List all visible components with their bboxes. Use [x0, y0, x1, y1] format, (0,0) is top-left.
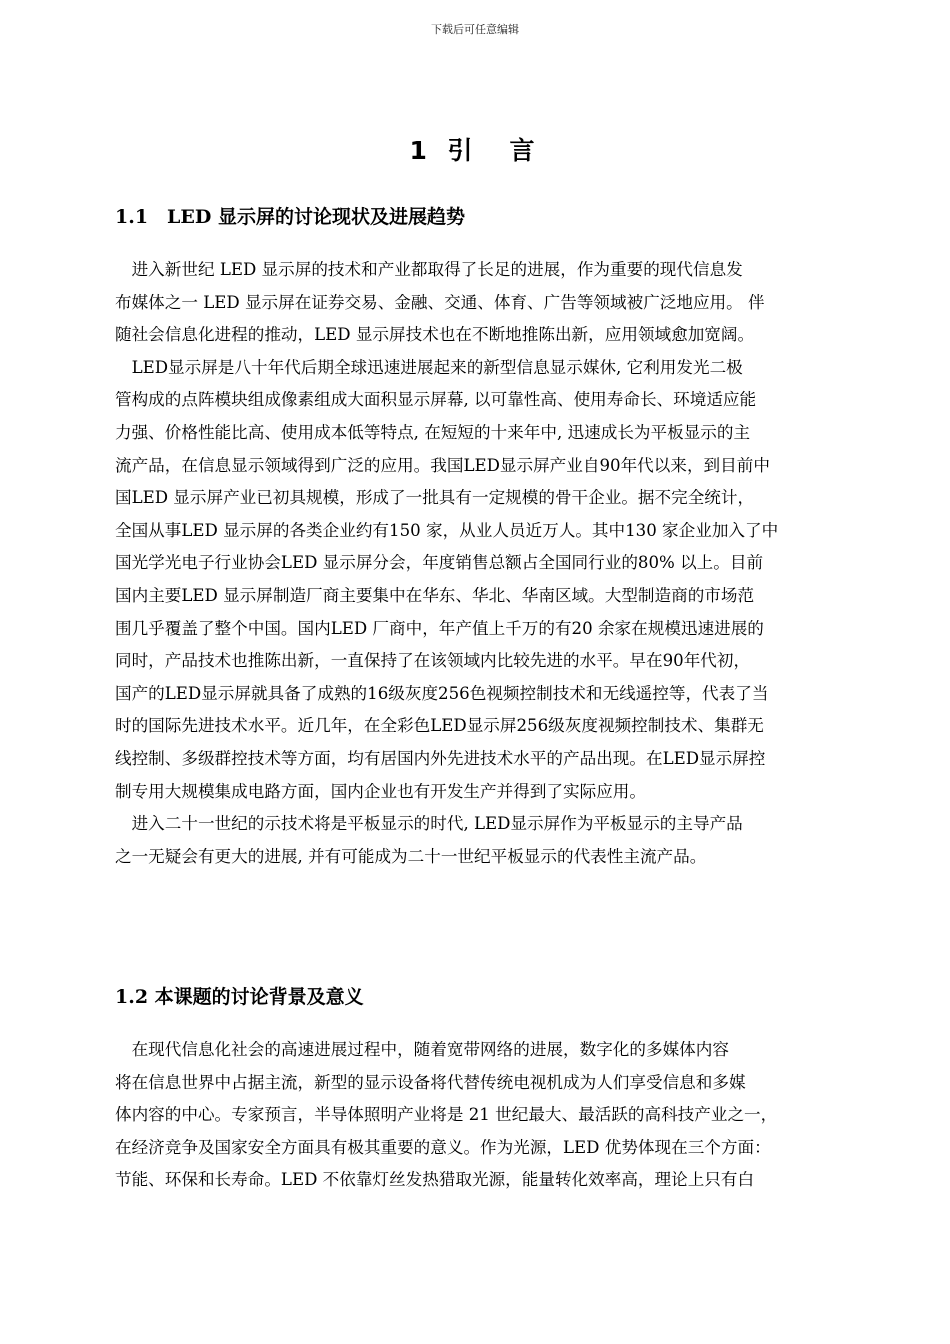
paragraph-line: 将在信息世界中占据主流，新型的显示设备将代替传统电视机成为人们享受信息和多媒: [115, 1072, 746, 1092]
paragraph-line: 进入新世纪 LED 显示屏的技术和产业都取得了长足的进展，作为重要的现代信息发: [115, 260, 743, 279]
section-1-2-heading: 1.2 本课题的讨论背景及意义: [115, 986, 364, 1008]
paragraph-line: 在经济竞争及国家安全方面具有极其重要的意义。作为光源，LED 优势体现在三个方面：: [115, 1137, 771, 1157]
paragraph-line: 国LED 显示屏产业已初具规模，形成了一批具有一定规模的骨干企业。据不完全统计，: [115, 488, 755, 508]
paragraph-line: 体内容的中心。专家预言，半导体照明产业将是 21 世纪最大、最活跃的高科技产业之一，: [115, 1105, 778, 1125]
section-1-1-heading: 1.1 LED 显示屏的讨论现状及进展趋势: [115, 206, 465, 228]
paragraph-line: 力强、价格性能比高、使用成本低等特点, 在短短的十来年中, 迅速成长为平板显示的主: [115, 422, 751, 442]
chapter-title: 1 引 言: [409, 136, 541, 165]
page-header-note: 下载后可任意编辑: [431, 23, 519, 36]
paragraph-line: 国产的LED显示屏就具备了成熟的16级灰度256色视频控制技术和无线遥控等，代表了当: [115, 683, 769, 703]
paragraph-line: 制专用大规模集成电路方面，国内企业也有开发生产并得到了实际应用。: [115, 781, 646, 801]
paragraph-line: 国内主要LED 显示屏制造厂商主要集中在华东、华北、华南区域。大型制造商的市场范: [115, 585, 755, 605]
section-1-2-body: [115, 1034, 875, 1197]
paragraph-line: 之一无疑会有更大的进展, 并有可能成为二十一世纪平板显示的代表性主流产品。: [115, 846, 707, 866]
paragraph-line: LED显示屏是八十年代后期全球迅速进展起来的新型信息显示媒休, 它利用发光二极: [115, 357, 743, 377]
paragraph-line: 全国从事LED 显示屏的各类企业约有150 家，从业人员近万人。其中130 家企业加入了中: [115, 520, 779, 540]
paragraph-line: 围几乎覆盖了整个中国。国内LED 厂商中，年产值上千万的有20 余家在规模迅速进展的: [115, 618, 764, 638]
paragraph-line: 时的国际先进技术水平。近几年，在全彩色LED显示屏256级灰度视频控制技术、集群无: [115, 716, 764, 736]
paragraph-line: 进入二十一世纪的示技术将是平板显示的时代, LED显示屏作为平板显示的主导产品: [115, 814, 743, 834]
paragraph-line: 管构成的点阵模块组成像素组成大面积显示屏幕, 以可靠性高、使用寿命长、环境适应能: [115, 390, 757, 410]
paragraph-line: 线控制、多级群控技术等方面，均有居国内外先进技术水平的产品出现。在LED显示屏控: [115, 748, 766, 768]
paragraph-line: 布媒体之一 LED 显示屏在证券交易、金融、交通、体育、广告等领域被广泛地应用。 伴: [115, 292, 765, 312]
paragraph-line: 在现代信息化社会的高速进展过程中，随着宽带网络的进展，数字化的多媒体内容: [115, 1040, 729, 1059]
paragraph-line: 国光学光电子行业协会LED 显示屏分会，年度销售总额占全国同行业的80% 以上。目前: [115, 553, 764, 573]
paragraph-line: 流产品，在信息显示领域得到广泛的应用。我国LED显示屏产业自90年代以来，到目前中: [115, 455, 770, 475]
paragraph-line: 同时，产品技术也推陈出新，一直保持了在该领域内比较先进的水平。早在90年代初，: [115, 651, 751, 671]
paragraph-line: 节能、环保和长寿命。LED 不依靠灯丝发热猎取光源，能量转化效率高，理论上只有白: [115, 1170, 755, 1190]
paragraph-line: 随社会信息化进程的推动，LED 显示屏技术也在不断地推陈出新，应用领域愈加宽阔。: [115, 325, 755, 345]
section-1-1-body: [115, 254, 875, 873]
